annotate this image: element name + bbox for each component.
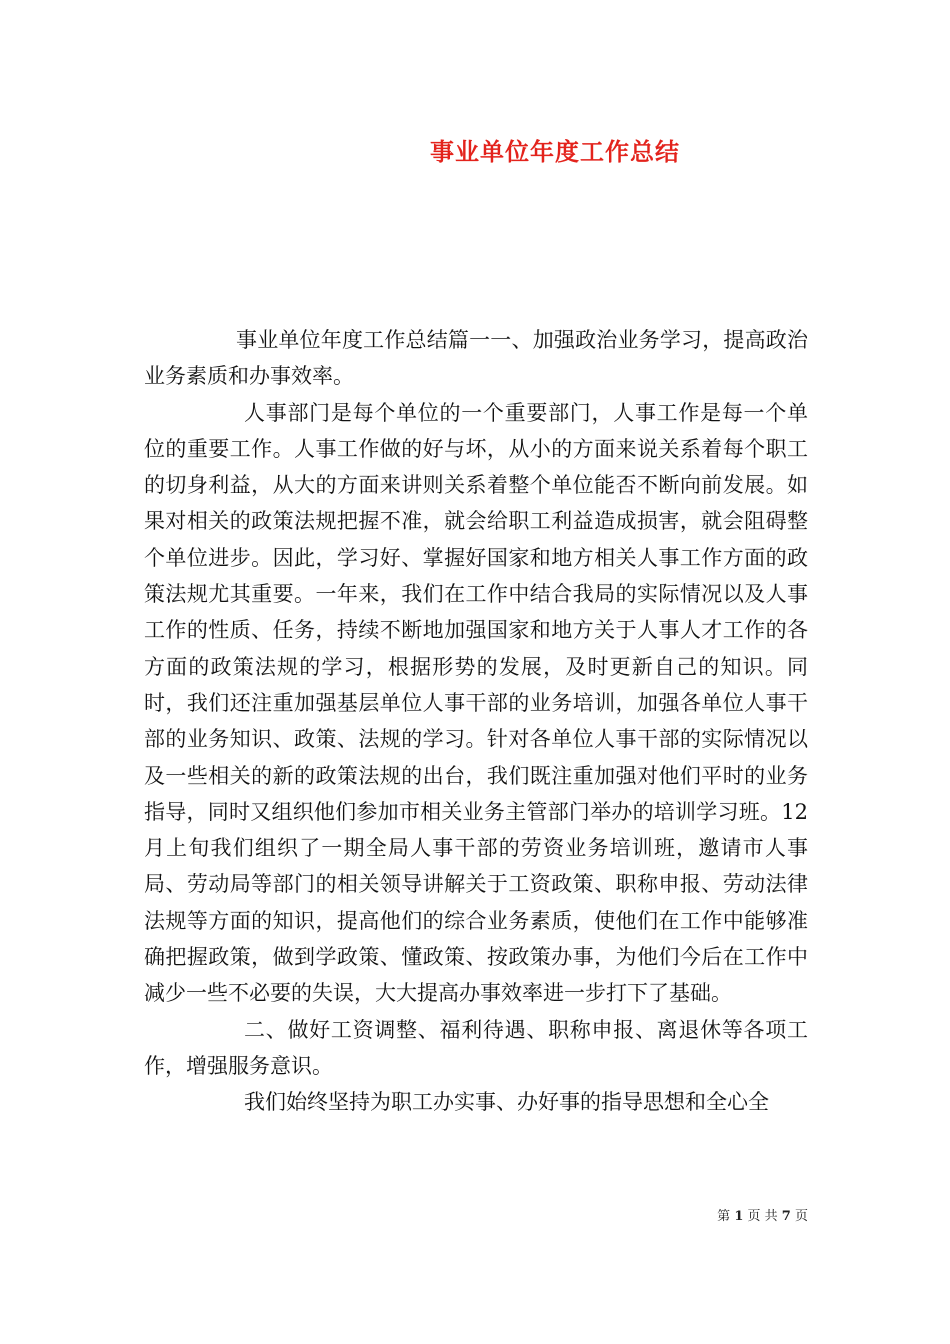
footer-current-page: 1 xyxy=(734,1209,744,1224)
document-body xyxy=(144,322,808,1121)
footer-middle: 页 共 xyxy=(747,1209,778,1224)
footer-suffix: 页 xyxy=(794,1209,808,1224)
paragraph-3: 二、做好工资调整、福利待遇、职称申报、离退休等各项工作，增强服务意识。 xyxy=(144,1017,808,1078)
paragraph-4: 我们始终坚持为职工办实事、办好事的指导思想和全心全 xyxy=(244,1090,769,1115)
document-title: 事业单位年度工作总结 xyxy=(430,137,680,166)
paragraph-2: 人事部门是每个单位的一个重要部门，人事工作是每一个单位的重要工作。人事工作做的好与坏，从小的方面来说关系着每个职工的切身利益，从大的方面来讲则关系着整个单位能否不断向前发展。如果对相关的政策法规把握不准，就会给职工利益造成损害，就会阻碍整个单位进步。因此，学习好、掌握好国家和地方相关人事工作方面的政策法规尤其重要。一年来，我们在工作中结合我局的实际情况以及人事工作的性质、任务，持续不断地加强国家和地方关于人事人才工作的各方面的政策法规的学习，根据形势的发展，及时更新自己的知识。同时，我们还注重加强基层单位人事干部的业务培训，加强各单位人事干部的业务知识、政策、法规的学习。针对各单位人事干部的实际情况以及一些相关的新的政策法规的出台，我们既注重加强对他们平时的业务指导，同时又组织他们参加市相关业务主管部门举办的培训学习班。12月上旬我们组织了一期全局人事干部的劳资业务培训班，邀请市人事局、劳动局等部门的相关领导讲解关于工资政策、职称申报、劳动法律法规等方面的知识，提高他们的综合业务素质，使他们在工作中能够准确把握政策，做到学政策、懂政策、按政策办事，为他们今后在工作中减少一些不必要的失误，大大提高办事效率进一步打下了基础。 xyxy=(144,400,808,1006)
page-number-footer xyxy=(717,1205,808,1224)
footer-total-pages: 7 xyxy=(781,1209,791,1224)
paragraph-1: 事业单位年度工作总结篇一一、加强政治业务学习，提高政治业务素质和办事效率。 xyxy=(144,328,808,389)
footer-prefix: 第 xyxy=(717,1209,731,1224)
